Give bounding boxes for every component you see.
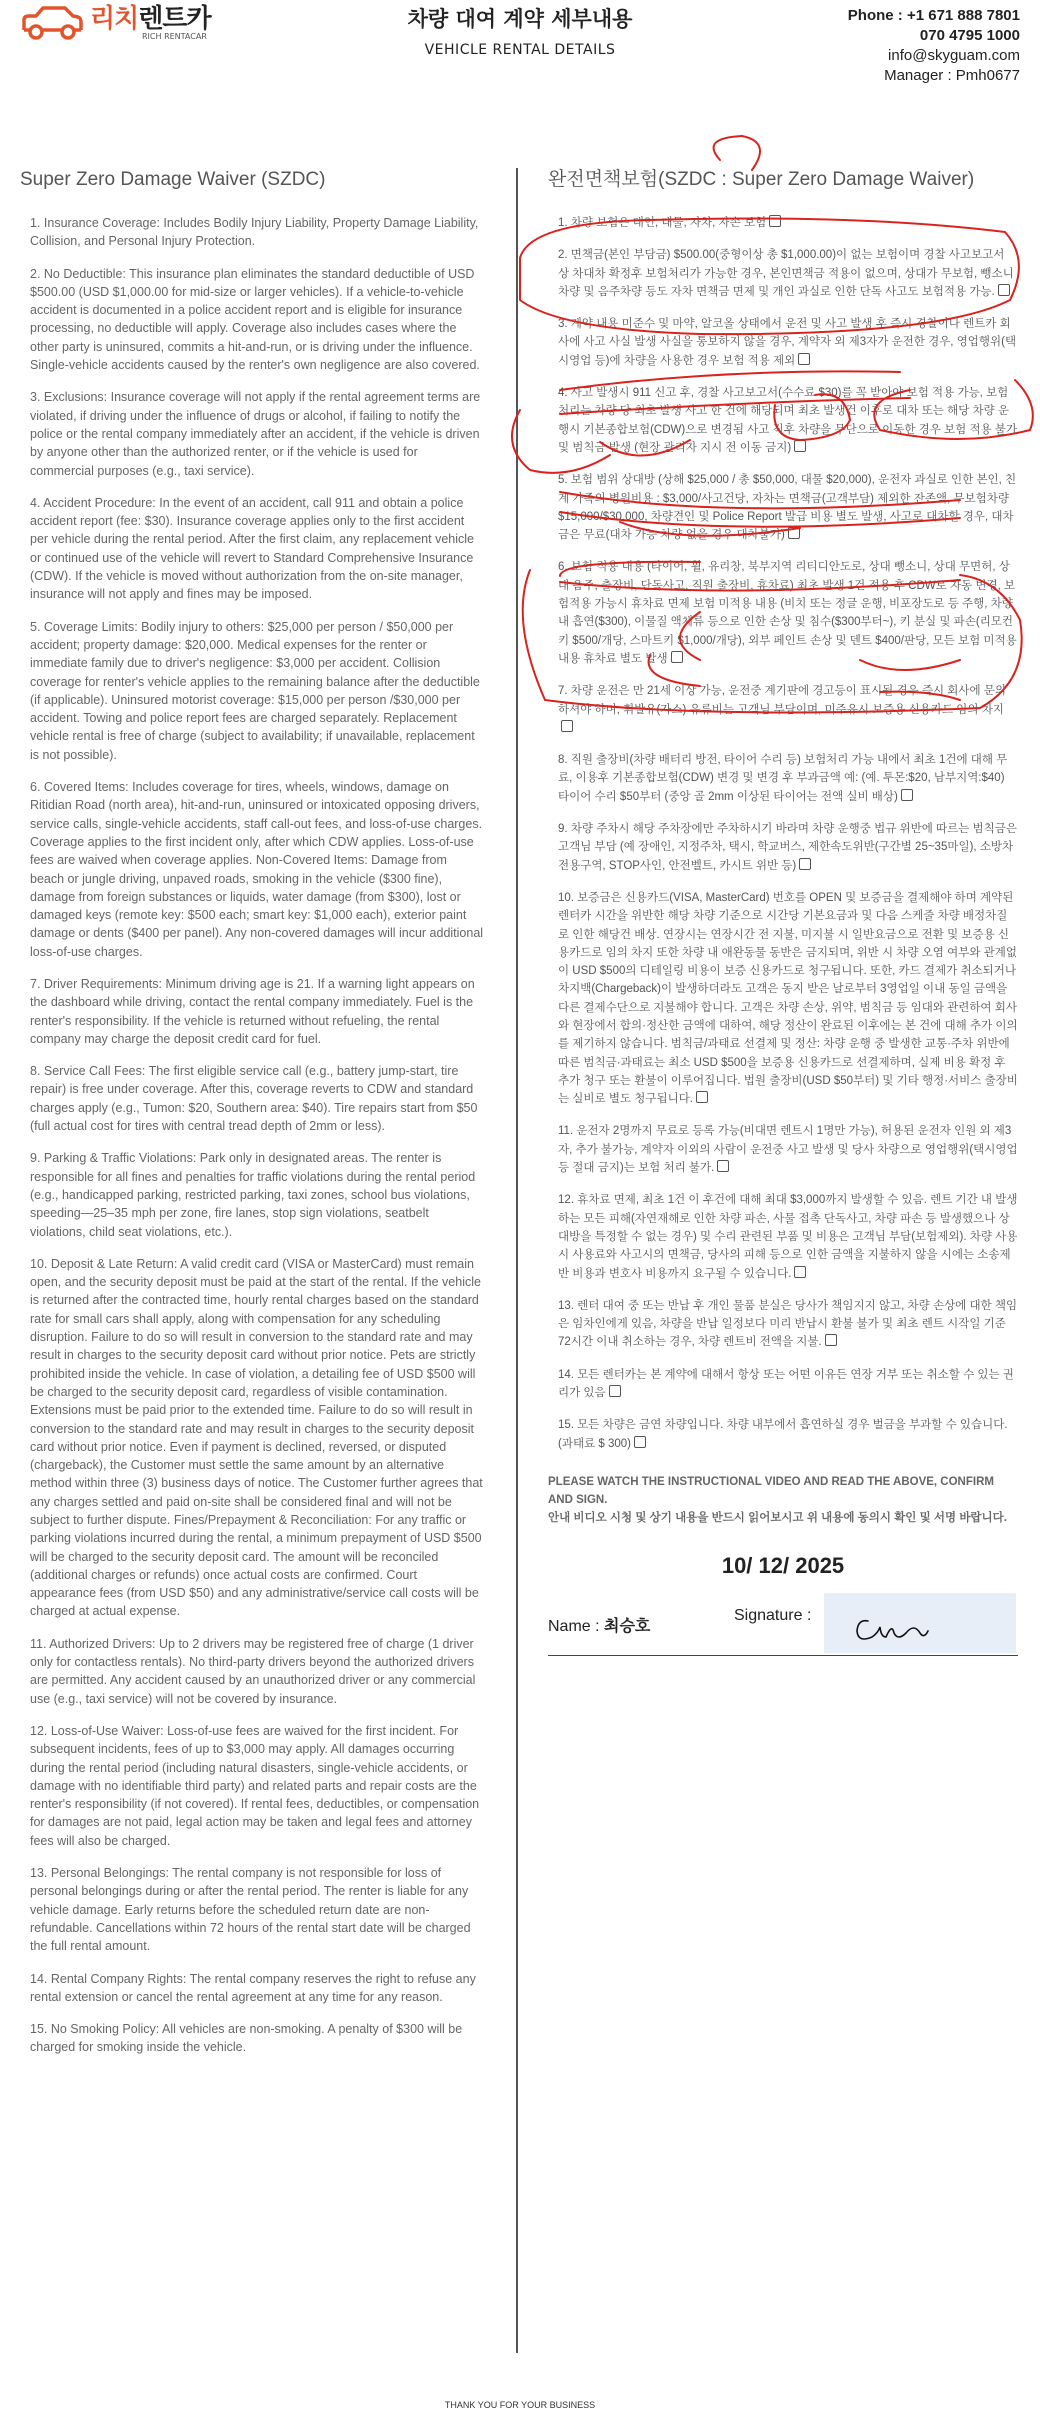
korean-term-3 [558,315,1018,370]
column-divider [516,168,518,2353]
page-header [0,0,1040,120]
english-term-1 [30,214,484,251]
english-term-text: 10. Deposit & Late Return: A valid credit card (VISA or MasterCard) must remain open, and the security deposit must be paid at the start of the rental. If the vehicle is returned after the contracted time, hourly rental charges based on the standard rate for small cars shall apply, along with compensation for any scheduling disruption. Failure to do so will result in conversion to the standard rate and may result in charges to the security deposit card without prior notice. Pets are strictly prohibited inside the vehicle. In case of violation, a detailing fee of USD $500 will be charged to the security deposit card, regardless of visible contamination. Extensions must be paid prior to the extended time. Failure to do so will result in conversion to the standard rate and may result in charges to the security deposit card without prior notice. Even if payment is declined, reversed, or disputed (chargeback), the Customer must settle the same amount by an alternative method within three (3) business days of notice. The Customer further agrees that any charges settled and paid on-site shall be considered final and will not be subject to further dispute. Fines/Prepayment & Reconciliation: For any traffic or parking violations incurred during the rental, a minimum prepayment of USD $500 will be charged to the security deposit card. The amount will be reconciled (additional charges or refunds) once actual costs are confirmed. Court appearance fees (from USD $50) and any administrative/service call costs will be charged at actual expense. [30,1256,483,1619]
english-term-text: 13. Personal Belongings: The rental company is not responsible for loss of personal belongings during or after the rental period. The renter is liable for any vehicle damage. Early returns before the scheduled return date are non-refundable. Cancellations within 72 hours of the rental start date will be charged the full rental amount. [30,1866,471,1954]
title-english: VEHICLE RENTAL DETAILS [424,42,616,58]
korean-term-text: 7. 차량 운전은 만 21세 이상 가능, 운전중 계기판에 경고등이 표시될 경우 즉시 회사에 문의 하셔야 하며, 휘발유(가스) 유류비는 고객님 부담이며, 미주유시 보증용 신용카드 임의 차지 [558,685,1007,716]
english-term-7 [30,975,484,1048]
english-terms-column [20,168,484,2071]
sign-notice-korean: 안내 비디오 시청 및 상기 내용을 반드시 읽어보시고 위 내용에 동의시 확인 및 서명 바랍니다. [548,1511,1007,1524]
name-label: Name : [548,1617,605,1635]
korean-term-text: 8. 직원 출장비(차량 배터리 방전, 타이어 수리 등) 보험처리 가능 내에서 최초 1건에 대해 무료, 이용후 기본종합보험(CDW) 변경 및 변경 후 부과금액 예: (예. 투몬:$20, 남부지역:$40) 타이어 수리 $50부터 (중앙 골 2mm 이상된 타이어는 전액 실비 배상) [558,754,1008,803]
agreement-checkbox[interactable] [798,353,810,365]
signature-box[interactable] [824,1593,1016,1653]
english-term-text: 8. Service Call Fees: The first eligible service call (e.g., battery jump-start, tire repair) is free under coverage. After this, coverage reverts to CDW and standard charges apply (e.g., Tumon: $20, Southern area: $40). Tire repairs start from $50 (full actual cost for tires with central tread depth of 2mm or less). [30,1064,478,1134]
korean-term-6 [558,558,1018,668]
english-term-text: 7. Driver Requirements: Minimum driving age is 21. If a warning light appears on the dashboard while driving, contact the rental company immediately. Fuel is the renter's responsibility. If the vehicle is returned without refueling, the rental company may charge the deposit credit card for fuel. [30,976,475,1046]
agreement-checkbox[interactable] [717,1160,729,1172]
agreement-checkbox[interactable] [794,440,806,452]
english-term-15 [30,2020,484,2057]
korean-term-11 [558,1122,1018,1177]
korean-term-8 [558,751,1018,806]
korean-terms-list [548,214,1018,1453]
sign-notice-english: PLEASE WATCH THE INSTRUCTIONAL VIDEO AND READ THE ABOVE, CONFIRM AND SIGN. [548,1475,994,1506]
english-term-13 [30,1864,484,1955]
korean-term-text: 6. 보험 적용 내용 (타이어, 휠, 유리창, 북부지역 리티디안도로, 상대 뺑소니, 상대 무면허, 상대 음주, 출장비, 단독사고, 직원 출장비, 휴차료) 최초 발생 1건 적용 후 CDW로 자동 변경, 보험적용 가능시 휴차료 면제 보험 미적용 내용 (비치 또는 정글 운행, 비포장도로 등 주행, 차량 내 흡연($300), 이물질 액체류 등으로 인한 손상 및 침수($300부터~), 키 분실 및 파손(리모컨키 $500/개당, 스마트키 $1,000/개당), 외부 페인트 손상 및 덴트 $400/판당, 모든 보험 미적용 내용 휴차료 별도 발생 [558,561,1017,665]
phone: Phone : +1 671 888 7801 [847,7,1020,24]
english-term-text: 9. Parking & Traffic Violations: Park only in designated areas. The renter is responsible for all fines and penalties for traffic violations during the rental period (e.g., handicapped parking, restricted parking, taxi zones, school bus violations, speeding—25–35 mph per zone, fire lanes, stop sign violations, seatbelt violations, child seat violations, etc.). [30,1151,476,1239]
english-term-14 [30,1970,484,2007]
korean-term-text: 2. 면책금(본인 부담금) $500.00(중형이상 총 $1,000.00)이 없는 보험이며 경찰 사고보고서 상 차대차 확정후 보험처리가 가능한 경우, 본인면책금 적용이 없으며, 상대가 무보험, 뺑소니 차량 및 음주차량 등도 자차 면책금 면제 및 개인 과실로 인한 단독 사고도 보험적용 가능. [558,249,1014,298]
korean-term-7 [558,682,1018,737]
english-term-text: 14. Rental Company Rights: The rental company reserves the right to refuse any rental extension or cancel the rental agreement at any time for any reason. [30,1971,476,2004]
agreement-checkbox[interactable] [671,651,683,663]
english-term-8 [30,1062,484,1135]
korean-term-4 [558,384,1018,457]
name-field [548,1613,650,1636]
name-value: 최승호 [604,1615,651,1635]
korean-term-text: 1. 차량 보험은 대인, 대물, 자차, 자손 보험 [558,217,767,229]
agreement-checkbox[interactable] [788,527,800,539]
title-korean: 차량 대여 계약 세부내용 [407,7,633,31]
agreement-checkbox[interactable] [799,858,811,870]
english-term-text: 11. Authorized Drivers: Up to 2 drivers may be registered free of charge (1 driver only for contactless rentals). No third-party drivers beyond the authorized drivers are permitted. Any accident caused by an unauthorized driver or any commercial use (e.g., taxi service) will not be covered by insurance. [30,1636,476,1706]
agreement-checkbox[interactable] [769,215,781,227]
korean-term-12 [558,1191,1018,1282]
korean-term-5 [558,471,1018,544]
english-term-text: 12. Loss-of-Use Waiver: Loss-of-use fees are waived for the first incident. For subsequent incidents, fees of up to $3,000 may apply. All damages occurring during the rental period (including natural disasters, single-vehicle accidents, or damage with no identifiable third party) and related parts and repair costs are the renter's responsibility (if not covered). If rental fees, deductibles, or compensation for damages are not paid, legal action may be taken and legal fees and attorney fees will also be charged. [30,1723,480,1848]
agreement-checkbox[interactable] [901,789,913,801]
korean-term-15 [558,1416,1018,1453]
english-section-title: Super Zero Damage Waiver (SZDC) [20,169,326,190]
logo-text-dark: 렌트카 [138,4,211,34]
english-term-text: 6. Covered Items: Includes coverage for tires, wheels, windows, damage on Ritidian Road (north area), hit-and-run, uninsured or intoxicated opposing drivers, service calls, single-vehicle accidents, staff call-out fees, and loss-of-use charges. Coverage applies to the first incident only, after which CDW applies. Loss-of-use fees are waived when coverage applies. Non-Covered Items: Damage from beach or jungle driving, unpaved roads, smoking in the vehicle ($300 fine), damage from foreign substances or liquids, water damage (from $300), lost or damaged keys (remote key: $500 each; smart key: $1,000 each), exterior paint damage or dents ($400 per panel). Any non-covered damages will incur additional loss-of-use charges. [30,780,484,959]
logo-text-red: 리치 [90,4,139,34]
korean-term-13 [558,1297,1018,1352]
korean-term-text: 3. 계약 내용 미준수 및 마약, 알코올 상태에서 운전 및 사고 발생 후 즉시 경찰이나 렌트카 회사에 사고 사실 발생 사실을 통보하지 않을 경우, 계약자 외 제3자가 운전한 경우, 영업행위(택시영업 등)에 차량을 사용한 경우 보험 적용 제외 [558,318,1017,367]
korean-term-10 [558,889,1018,1109]
english-term-text: 15. No Smoking Policy: All vehicles are non-smoking. A penalty of $300 will be charged for smoking inside the vehicle. [30,2022,463,2055]
korean-term-text: 13. 렌터 대여 중 또는 반납 후 개인 물품 분실은 당사가 책임지지 않고, 차량 손상에 대한 책임은 임차인에게 있음, 차량을 반납 일정보다 미리 반납시 환불 불가 및 최초 렌트 시작일 기준 72시간 이내 취소하는 경우, 차량 렌트비 전액을 지불. [558,1299,1018,1349]
agreement-checkbox[interactable] [794,1266,806,1278]
korean-term-text: 10. 보증금은 신용카드(VISA, MasterCard) 번호를 OPEN 및 보증금을 결제해야 하며 계약된 렌터카 시간을 위반한 해당 차량 기준으로 시간당 기본요금과 및 다음 스케줄 차량 배정차질로 인한 해당건 배상. 연장시는 연장시간 전 지불, 미지불 시 일반요금으로 전환 및 보증용 신용카드로 임의 차지 또한 차량 내 애완동물 동반은 금지되며, 위반 시 차량 오염 여부와 관계없이 USD $500의 디테일링 비용이 보증 신용카드로 청구됩니다. 또한, 카드 결제가 취소되거나 차지백(Chargeback)이 발생하더라도 고객은 동지 받은 날로부터 3영업일 이내 동일 금액을 다른 결제수단으로 지불해야 합니다. 고객은 차량 손상, 위약, 범칙금 등 임대와 관련하여 회사와 현장에서 합의·정산한 금액에 대하여, 해당 정산이 완료된 이후에는 본 건에 대해 추가 이의를 제기하지 않습니다. 범칙금/과태료 선결제 및 정산: 차량 운행 중 발생한 교통·주차 위반에 따른 범칙금·과태료는 최소 USD $500을 보증용 신용카드로 선결제하며, 실제 비용 확정 후 추가 청구 또는 환불이 이루어집니다. 법원 출장비(USD $50부터) 및 기타 행정·서비스 출장비는 실비로 별도 청구됩니다. [558,891,1018,1106]
signature-row [548,1593,1018,1653]
english-term-3 [30,388,484,479]
contact-info [848,6,1020,86]
english-term-10 [30,1255,484,1621]
agreement-checkbox[interactable] [825,1334,837,1346]
english-term-text: 4. Accident Procedure: In the event of an accident, call 911 and obtain a police accident report (fee: $30). Insurance coverage applies only to the first accident per vehicle during the rental period. After the first claim, any replacement vehicle or continued use of the vehicle will revert to Standard Comprehensive Insurance (CDW). If the vehicle is moved without authorization from the on-site manager, insurance will not apply and fines may be imposed. [30,495,474,602]
english-term-9 [30,1149,484,1240]
footer-thanks: THANK YOU FOR YOUR BUSINESS [444,2400,596,2410]
manager: Manager : Pmh0677 [884,67,1020,84]
agreement-checkbox[interactable] [561,720,573,732]
english-term-text: 2. No Deductible: This insurance plan eliminates the standard deductible of USD $500.00 (USD $1,000.00 for mid-size or larger vehicles). If a vehicle-to-vehicle accident is documented in a police accident report and is eligible for insurance processing, no deductible will apply. Coverage also includes cases where the other party is uninsured, commits a hit-and-run, or is driving under the influence. Single-vehicle accidents caused by the renter's own negligence are also covered. [30,266,480,373]
korean-term-text: 15. 모든 차량은 금연 차량입니다. 차량 내부에서 흡연하실 경우 벌금을 부과할 수 있습니다. (과태료 $ 300) [558,1419,1008,1450]
english-term-text: 1. Insurance Coverage: Includes Bodily Injury Liability, Property Damage Liability, Collision, and Personal Injury Protection. [30,216,479,249]
korean-term-1 [558,214,1018,232]
signing-date: 10/ 12/ 2025 [721,1552,845,1578]
korean-term-2 [558,246,1018,301]
email: info@skyguam.com [888,47,1020,64]
agreement-checkbox[interactable] [609,1385,621,1397]
agreement-checkbox[interactable] [634,1436,646,1448]
english-term-12 [30,1722,484,1850]
signature-underline [548,1655,1018,1656]
korean-term-text: 14. 모든 렌터카는 본 계약에 대해서 항상 또는 어떤 이유든 연장 거부 또는 취소할 수 있는 권리가 있음 [558,1368,1014,1400]
agreement-checkbox[interactable] [696,1091,708,1103]
signature-label: Signature : [734,1606,812,1624]
korean-term-text: 4. 사고 발생시 911 신고 후, 경찰 사고보고서(수수료 $30)를 꼭 받아야 보험 적용 가능, 보험처리는 차량 당 최초 발생 사고 한 건에 해당되며 최초 발생건 이후로 대차 또는 해당 차량 운행시 기본종합보험(CDW)으로 변경됨 사고 직후 차량을 무단으로 이동한 경우 보험 적용 불가 및 범칙금 발생 (현장 관리자 지시 전 이동 금지) [558,387,1018,454]
korean-term-text: 11. 운전자 2명까지 무료로 등록 가능(비대면 렌트시 1명만 가능), 허용된 운전자 인원 외 제3자, 추가 불가능, 계약자 이외의 사람이 운전중 사고 발생 및 당사 차량으로 영업행위(택시영업 등 절대 금지)는 보험 처리 불가. [558,1125,1018,1175]
agreement-checkbox[interactable] [998,284,1010,296]
signature-drawing [824,1593,1016,1653]
sign-notice [548,1473,1018,1527]
korean-term-9 [558,820,1018,875]
english-term-5 [30,618,484,764]
english-term-4 [30,494,484,604]
korean-term-text: 5. 보험 범위 상대방 (상해 $25,000 / 총 $50,000, 대물 $20,000), 운전자 과실로 인한 본인, 친계 가족의 병원비용 : $3,000/사고건당, 자차는 면책금(고객부담) 제외한 잔존액, 무보험차량 $15,000/$30,000, 차량견인 및 Police Report 발급 비용 별도 발생, 사고로 대차할 경우, 대차금은 무료(대차 가능 차량 없을 경우 대차불가) [558,474,1017,542]
phone-2: 070 4795 1000 [919,27,1020,44]
korean-term-text: 12. 휴차료 면제, 최초 1건 이 후건에 대해 최대 $3,000까지 발생할 수 있음. 렌트 기간 내 발생하는 모든 피해(자연재해로 인한 차량 파손, 사물 접촉 단독사고, 차량 파손 등 발생했으나 상대방을 특정할 수 없는 경우) 및 수리 관련된 부품 및 비용은 고객님 부담(보험제외). 차량 사용시 사용료와 사고시의 면책금, 당사의 피해 등으로 인한 금액을 지불하지 않을 시에는 소송제반 비용과 변호사 비용까지 요구될 수 있습니다. [558,1194,1018,1280]
english-term-text: 5. Coverage Limits: Bodily injury to others: $25,000 per person / $50,000 per accident; property damage: $20,000. Medical expenses for the renter or immediate family due to driver's negligence: $3,000 per accident. Collision coverage for renter's vehicle applies to the remaining balance after the deductible (if applicable). Uninsured motorist coverage: $15,000 per person /$30,000 per accident. Towing and police report fees are charged separately. Replacement vehicle rental is free of charge (subject to availability; if unavailable, replacement is not possible). [30,619,480,762]
korean-terms-column [548,168,1018,1653]
english-term-text: 3. Exclusions: Insurance coverage will not apply if the rental agreement terms are violated, if driving under the influence of drugs or alcohol, if failing to notify the police or the rental company immediately after an accident, if the vehicle is driven by anyone other than the authorized renter, or if the vehicle is used for commercial purposes (e.g., taxi service). [30,390,481,478]
korean-term-text: 9. 차량 주차시 해당 주차장에만 주차하시기 바라며 차량 운행중 법규 위반에 따르는 범칙금은 고객님 부담 (예 장애인, 지정주차, 택시, 학교버스, 제한속도위반(구간별 25~35마일), 소방차전용구역, STOP사인, 안전벨트, 카시트 위반 등) [558,823,1017,872]
english-term-2 [30,265,484,375]
logo-subtitle: RICH RENTACAR [142,32,207,41]
korean-section-title: 완전면책보험(SZDC : Super Zero Damage Waiver) [548,169,975,190]
english-terms-list [20,214,484,2057]
english-term-6 [30,778,484,961]
korean-term-14 [558,1366,1018,1403]
english-term-11 [30,1635,484,1708]
